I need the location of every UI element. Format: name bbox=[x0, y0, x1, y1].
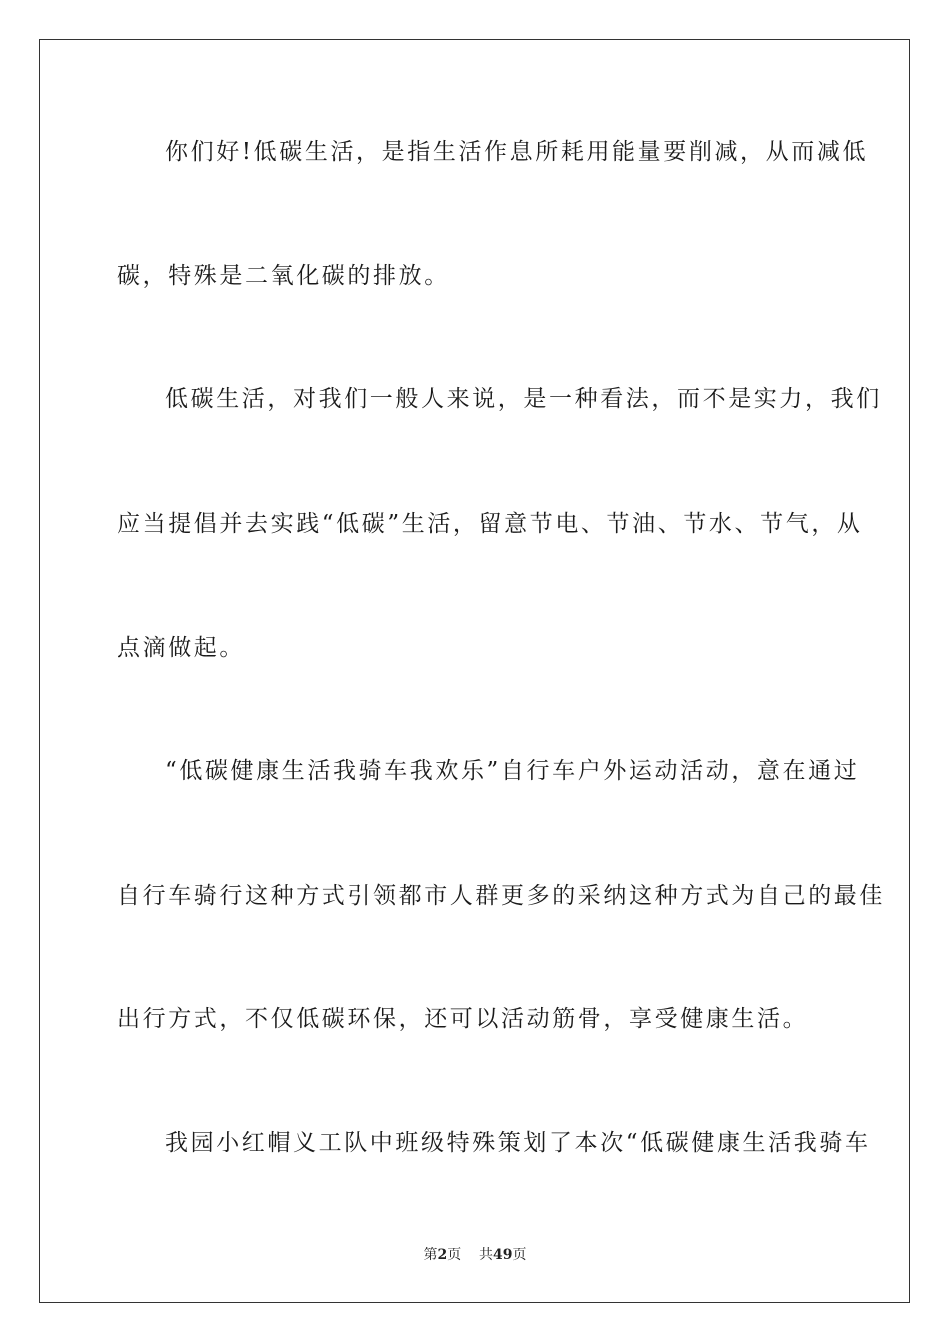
paragraph-2-line-3: 点滴做起。 bbox=[117, 635, 245, 661]
total-pages: 49 bbox=[493, 1247, 513, 1263]
page-number: 2 bbox=[437, 1247, 448, 1263]
paragraph-3-line-2: 自行车骑行这种方式引领都市人群更多的采纳这种方式为自己的最佳 bbox=[117, 883, 885, 909]
paragraph-4-line-1: 我园小红帽义工队中班级特殊策划了本次“低碳健康生活我骑车 bbox=[165, 1130, 871, 1156]
paragraph-3-line-1: “低碳健康生活我骑车我欢乐”自行车户外运动活动，意在通过 bbox=[165, 758, 860, 784]
page-prefix: 第 bbox=[423, 1247, 438, 1263]
page-footer bbox=[0, 1246, 950, 1264]
page-border bbox=[39, 39, 910, 1303]
total-prefix: 共 bbox=[479, 1247, 494, 1263]
total-suffix: 页 bbox=[512, 1247, 527, 1263]
paragraph-1-line-2: 碳，特殊是二氧化碳的排放。 bbox=[117, 263, 450, 289]
page-suffix: 页 bbox=[447, 1247, 462, 1263]
paragraph-2-line-1: 低碳生活，对我们一般人来说，是一种看法，而不是实力，我们 bbox=[165, 386, 882, 412]
paragraph-3-line-3: 出行方式，不仅低碳环保，还可以活动筋骨，享受健康生活。 bbox=[117, 1006, 809, 1032]
paragraph-2-line-2: 应当提倡并去实践“低碳”生活，留意节电、节油、节水、节气，从 bbox=[117, 511, 863, 537]
paragraph-1-line-1: 你们好!低碳生活，是指生活作息所耗用能量要削减，从而减低 bbox=[165, 139, 869, 165]
